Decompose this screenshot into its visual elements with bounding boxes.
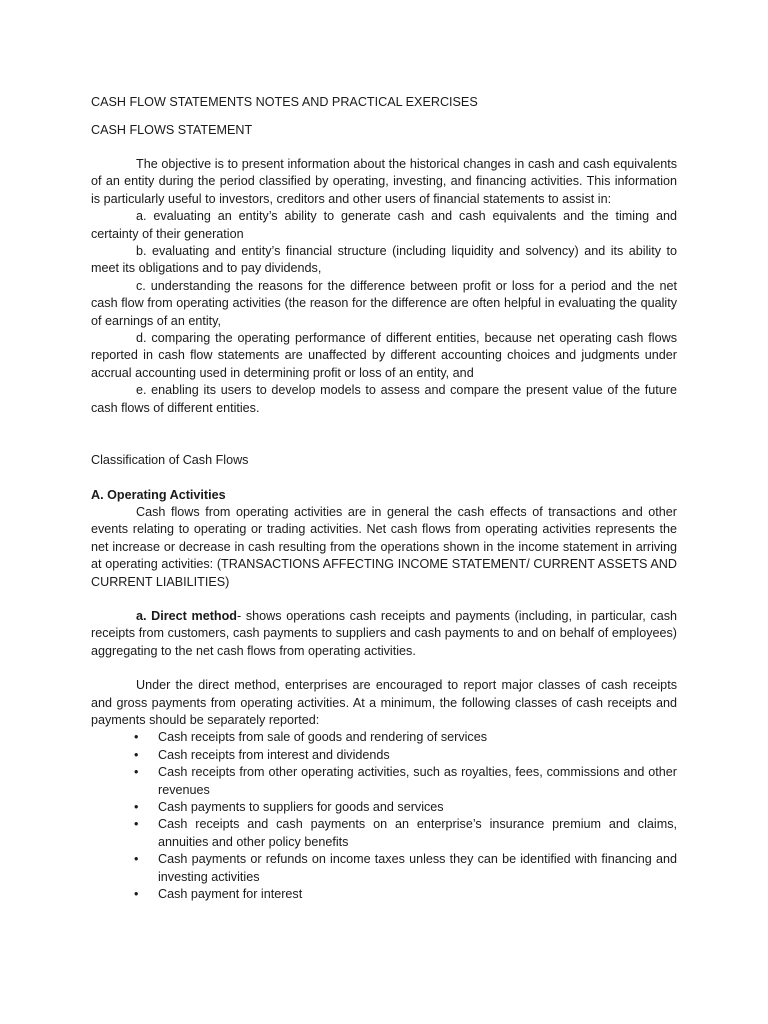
section-title: CASH FLOWS STATEMENT — [91, 123, 253, 137]
list-item: • Cash payment for interest — [91, 886, 677, 903]
direct-method-paragraph — [91, 608, 677, 660]
list-item: • Cash receipts and cash payments on an enterprise’s insurance premium and claims, annuities and other policy benefits — [91, 816, 677, 851]
operating-activities-paragraph: Cash flows from operating activities are in general the cash effects of transactions and other events relating to operating or trading activities. Net cash flows from operating activities represents the net increase or decrease in cash resulting from the operations shown in the income statement in arriving at operating activities: (TRANSACTIONS AFFECTING INCOME STATEMENT/ CURRENT ASSETS AND CURRENT LIABILITIES) — [91, 504, 677, 589]
list-item: • Cash payments or refunds on income taxes unless they can be identified with financing and investing activities — [91, 851, 677, 886]
list-item: • Cash receipts from sale of goods and rendering of services — [91, 729, 677, 746]
document-title: CASH FLOW STATEMENTS NOTES AND PRACTICAL EXERCISES — [91, 95, 478, 109]
list-item: • Cash receipts from interest and dividends — [91, 747, 677, 764]
direct-method-intro: Under the direct method, enterprises are encouraged to report major classes of cash receipts and gross payments from operating activities. At a minimum, the following classes of cash receipts and payments should be separately reported: — [91, 678, 677, 727]
objective-e: e. enabling its users to develop models to assess and compare the present value of the future cash flows of different entities. — [91, 383, 677, 415]
intro-paragraph: The objective is to present information about the historical changes in cash and cash equivalents of an entity during the period classified by operating, investing, and financing activities. This information is particularly useful to investors, creditors and other users of financial statements to assist in: — [91, 157, 677, 206]
objective-b: b. evaluating and entity’s financial structure (including liquidity and solvency) and its ability to meet its obligations and to pay dividends, — [91, 244, 677, 276]
list-item: • Cash receipts from other operating activities, such as royalties, fees, commissions and other revenues — [91, 764, 677, 799]
operating-activities-heading: A. Operating Activities — [91, 487, 226, 502]
objective-c: c. understanding the reasons for the difference between profit or loss for a period and the net cash flow from operating activities (the reason for the difference are often helpful in evaluating the quality of earnings of an entity, — [91, 278, 677, 328]
list-item: • Cash payments to suppliers for goods and services — [91, 799, 677, 816]
classification-heading: Classification of Cash Flows — [91, 453, 249, 468]
direct-method-text: - shows operations cash receipts and payments (including, in particular, cash receipts from customers, cash payments to suppliers and cash payments to and on behalf of employees) aggregating to the net cash flows from operating activities. — [91, 608, 677, 658]
document-body — [91, 156, 677, 903]
objective-d: d. comparing the operating performance of different entities, because net operating cash flows reported in cash flow statements are unaffected by different accounting choices and judgments under accrual accounting used in determining profit or loss of an entity, and — [91, 331, 677, 380]
direct-method-label: a. Direct method — [136, 608, 237, 623]
objective-a: a. evaluating an entity’s ability to generate cash and cash equivalents and the timing and certainty of their generation — [91, 209, 677, 241]
cash-classes-list — [91, 729, 677, 903]
